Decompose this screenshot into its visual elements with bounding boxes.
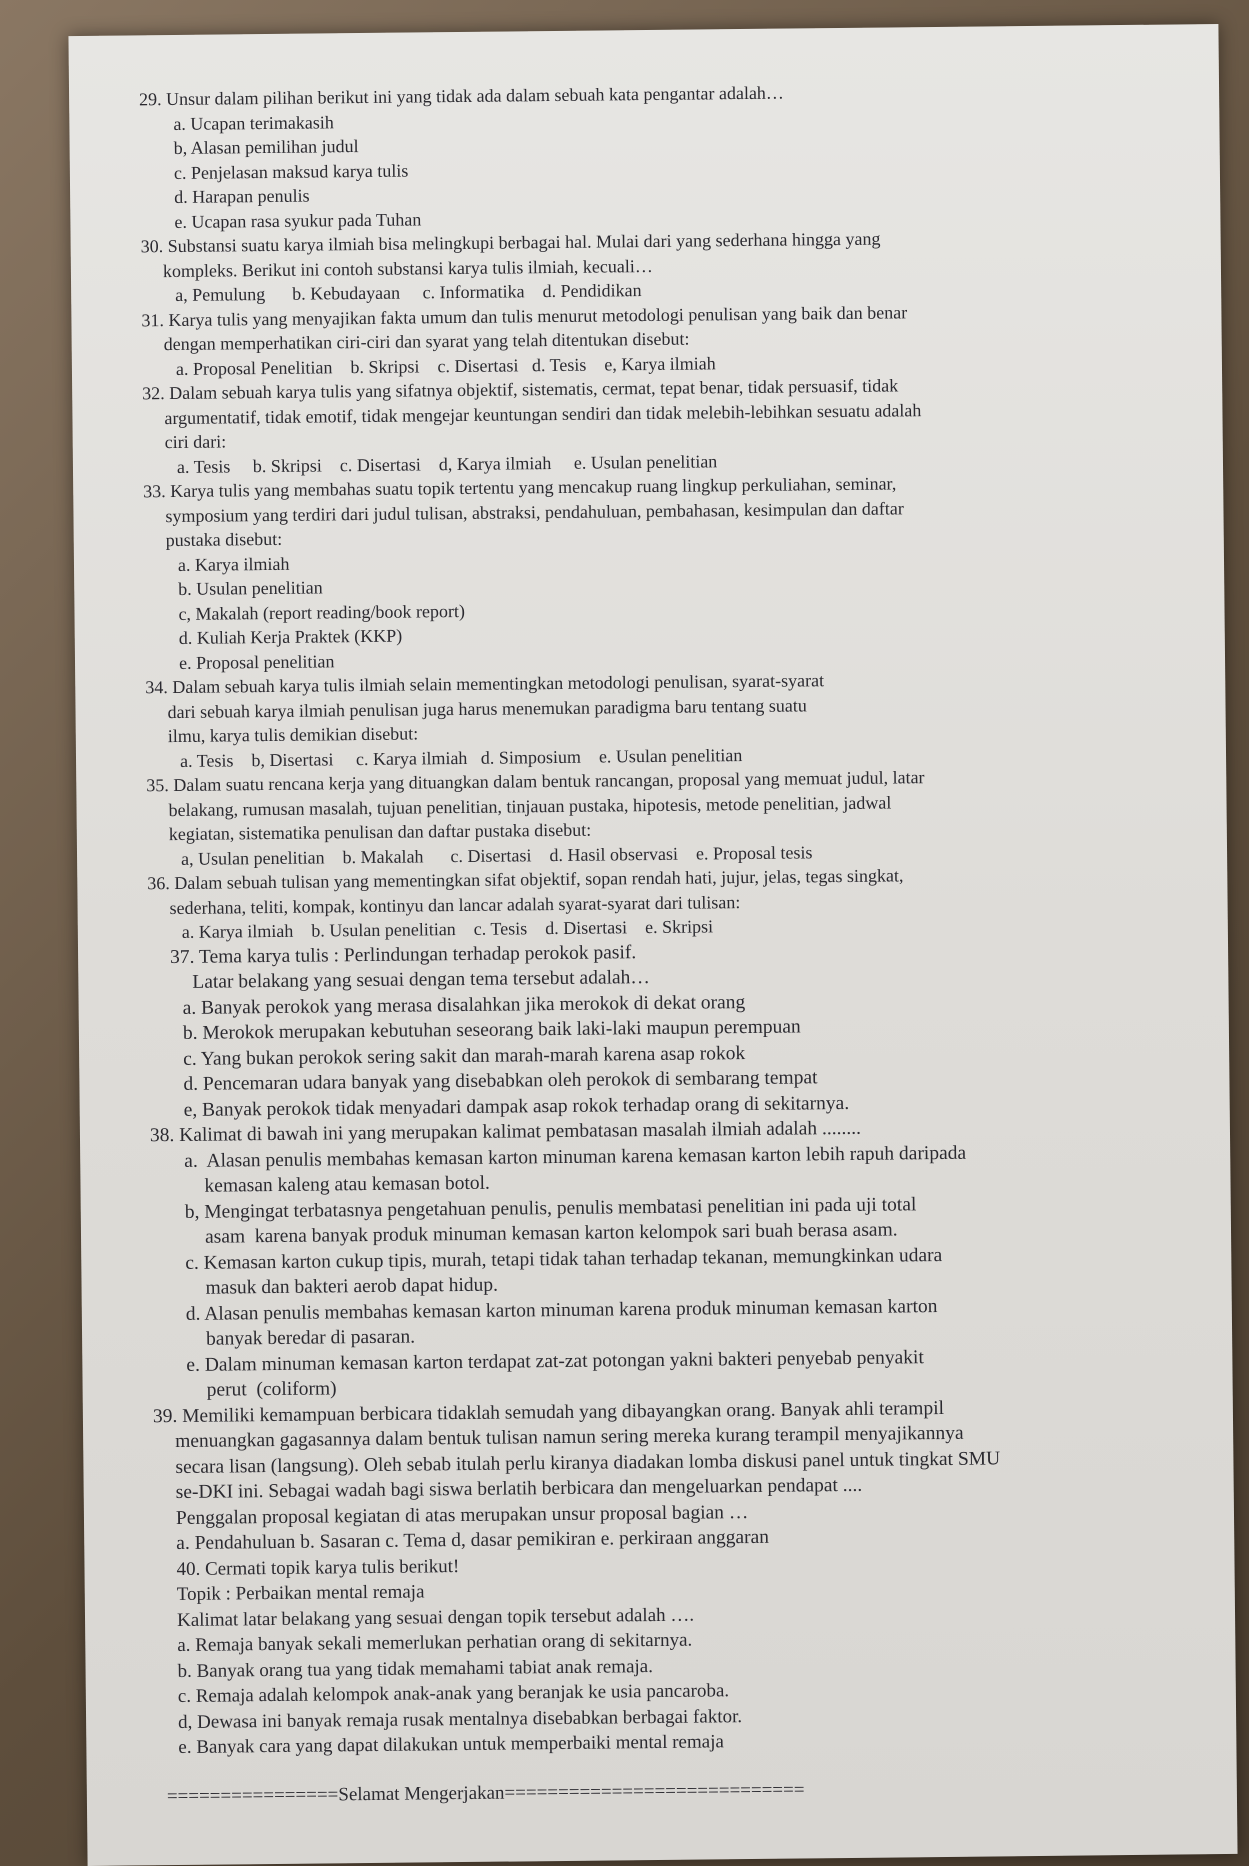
- question-line: secara lisan (langsung). Oleh sebab itulah perlu kiranya diadakan lomba diskusi panel untuk tingkat SMU: [175, 1447, 1001, 1478]
- option-b-continued: asam karena banyak produk minuman kemasan karton kelompok sari buah berasa asam.: [204, 1219, 898, 1248]
- option-c: c. Yang bukan perokok sering sakit dan marah-marah karena asap rokok: [183, 1042, 746, 1070]
- option-c: c. Kemasan karton cukup tipis, murah, tetapi tidak tahan terhadap tekanan, memungkinkan udara: [185, 1244, 943, 1274]
- option-e: e. Ucapan rasa syukur pada Tuhan: [174, 208, 422, 232]
- question-38: [150, 1112, 1193, 1403]
- option-a: a. Ucapan terimakasih: [173, 111, 334, 134]
- question-title: 38. Kalimat di bawah ini yang merupakan kalimat pembatasan masalah ilmiah adalah ........: [149, 1117, 862, 1147]
- question-title: 37. Tema karya tulis : Perlindungan terhadap perokok pasif.: [169, 941, 637, 968]
- option-d: d. Pencemaran udara banyak yang disebabkan oleh perokok di sembarang tempat: [183, 1067, 818, 1095]
- question-line: se-DKI ini. Sebagai wadah bagi siswa berlatih berbicara dan mengeluarkan pendapat ....: [175, 1474, 863, 1504]
- exam-sheet: [68, 24, 1237, 1866]
- option-c-continued: masuk dan bakteri aerob dapat hidup.: [205, 1274, 499, 1299]
- question-title: 32. Dalam sebuah karya tulis yang sifatnya objektif, sistematis, cermat, tepat benar, tidak persuasif, tidak: [142, 375, 899, 404]
- question-line: menuangkan gagasannya dalam bentuk tulisan namun sering mereka kurang terampil menyajikannya: [175, 1422, 964, 1453]
- option-e: e. Proposal penelitian: [178, 650, 335, 673]
- options-inline: a. Karya ilmiah b. Usulan penelitian c. Tesis d. Disertasi e. Skripsi: [181, 916, 714, 942]
- question-title: 35. Dalam suatu rencana kerja yang dituangkan dalam bentuk rancangan, proposal yang memuat judul, latar: [146, 767, 925, 796]
- options-inline: a. Tesis b, Disertasi c. Karya ilmiah d. Simposium e. Usulan penelitian: [179, 744, 743, 771]
- question-32: [142, 370, 1183, 479]
- question-prompt: Latar belakang yang sesuai dengan tema tersebut adalah…: [192, 967, 650, 993]
- option-a: a. Remaja banyak sekali memerlukan perhatian orang di sekitarnya.: [177, 1629, 693, 1657]
- options-inline: a. Pendahuluan b. Sasaran c. Tema d, dasar pemikiran e. perkiraan anggaran: [176, 1526, 770, 1555]
- question-title: 31. Karya tulis yang menyajikan fakta umum dan tulis menurut metodologi penulisan yang baik dan benar: [141, 301, 908, 330]
- question-line: dengan memperhatikan ciri-ciri dan syarat yang telah ditentukan disebut:: [163, 328, 690, 355]
- question-title: 36. Dalam sebuah tulisan yang mementingkan sifat objektif, sopan rendah hati, jujur, jelas, tegas singkat,: [147, 865, 904, 894]
- question-line: symposium yang terdiri dari judul tulisan, abstraksi, pendahuluan, pembahasan, kesimpulan dan daftar: [165, 497, 904, 526]
- question-line: kegiatan, sistematika penulisan dan daftar pustaka disebut:: [168, 819, 592, 845]
- option-d: d. Alasan penulis membahas kemasan karton minuman karena produk minuman kemasan karton: [185, 1295, 938, 1325]
- question-37: [148, 934, 1190, 1123]
- option-d-continued: banyak beredar di pasaran.: [205, 1326, 416, 1350]
- question-33: [143, 468, 1185, 675]
- question-34: [145, 664, 1186, 773]
- question-title: 33. Karya tulis yang membahas suatu topik tertentu yang mencakup ruang lingkup perkuliahan, seminar,: [143, 473, 897, 502]
- question-39: [153, 1393, 1195, 1557]
- option-d: d. Kuliah Kerja Praktek (KKP): [178, 625, 403, 648]
- question-29: [139, 76, 1180, 234]
- question-line: 39. Memiliki kemampuan berbicara tidaklah semudah yang dibayangkan orang. Banyak ahli terampil: [152, 1397, 945, 1427]
- option-e-continued: perut (coliform): [206, 1378, 337, 1401]
- question-line: ilmu, karya tulis demikian disebut:: [167, 723, 419, 747]
- topic-line: Topik : Perbaikan mental remaja: [176, 1581, 425, 1606]
- question-line: pustaka disebut:: [165, 528, 283, 551]
- question-title: 30. Substansi suatu karya ilmiah bisa melingkupi berbagai hal. Mulai dari yang sederhana hingga yang: [140, 228, 881, 257]
- question-30: [141, 223, 1182, 307]
- closing-line: ================Selamat Mengerjakan============================: [166, 1778, 805, 1807]
- option-b: b. Merokok merupakan kebutuhan seseorang baik laki-laki maupun perempuan: [182, 1016, 801, 1044]
- question-36: [147, 860, 1188, 944]
- exam-content: [139, 76, 1197, 1828]
- option-b: b, Mengingat terbatasnya pengetahuan penulis, penulis membatasi penelitian ini pada uji total: [184, 1193, 917, 1223]
- question-line: ciri dari:: [164, 431, 227, 453]
- option-b: b. Banyak orang tua yang tidak memahami tabiat anak remaja.: [177, 1655, 654, 1682]
- option-e: e, Banyak perokok tidak menyadari dampak asap rokok terhadap orang di sekitarnya.: [183, 1092, 850, 1121]
- question-line: sederhana, teliti, kompak, kontinyu dan lancar adalah syarat-syarat dari tulisan:: [169, 891, 741, 918]
- option-e: e. Dalam minuman kemasan karton terdapat zat-zat potongan yakni bakteri penyebab penyakit: [186, 1346, 924, 1376]
- options-inline: a, Usulan penelitian b. Makalah c. Disertasi d. Hasil observasi e. Proposal tesis: [180, 841, 813, 869]
- option-c: c. Penjelasan maksud karya tulis: [173, 160, 409, 183]
- options-inline: a, Pemulung b. Kebudayaan c. Informatika d. Pendidikan: [175, 280, 642, 305]
- option-e: e. Banyak cara yang dapat dilakukan untuk memperbaiki mental remaja: [178, 1731, 724, 1759]
- question-title: 34. Dalam sebuah karya tulis ilmiah selain mementingkan metodologi penulisan, syarat-syarat: [145, 670, 825, 698]
- question-title: 40. Cermati topik karya tulis berikut!: [176, 1555, 460, 1580]
- option-b: b. Usulan penelitian: [178, 577, 323, 599]
- question-title: 29. Unsur dalam pilihan berikut ini yang tidak ada dalam sebuah kata pengantar adalah…: [139, 82, 784, 110]
- question-40: [154, 1546, 1196, 1761]
- question-line: Penggalan proposal kegiatan di atas merupakan unsur proposal bagian …: [175, 1501, 749, 1529]
- option-a-continued: kemasan kaleng atau kemasan botol.: [204, 1172, 490, 1197]
- question-line: belakang, rumusan masalah, tujuan penelitian, tinjauan pustaka, hipotesis, metode penelitian, jadwal: [168, 791, 892, 820]
- question-31: [141, 297, 1182, 381]
- option-a: a. Banyak perokok yang merasa disalahkan jika merokok di dekat orang: [182, 991, 746, 1019]
- options-inline: a. Tesis b. Skripsi c. Disertasi d, Karya ilmiah e. Usulan penelitian: [176, 450, 718, 477]
- question-35: [146, 762, 1187, 871]
- option-b: b, Alasan pemilihan judul: [173, 136, 359, 158]
- question-list: [139, 76, 1188, 944]
- option-a: a. Karya ilmiah: [177, 553, 290, 575]
- question-line: kompleks. Berikut ini contoh substansi karya tulis ilmiah, kecuali…: [162, 255, 653, 281]
- option-d: d, Dewasa ini banyak remaja rusak mentalnya disebabkan berbagai faktor.: [178, 1705, 743, 1733]
- question-line: argumentatif, tidak emotif, tidak mengejar keuntungan sendiri dan tidak melebih-lebihkan sesuatu adalah: [164, 399, 922, 428]
- option-a: a. Alasan penulis membahas kemasan karton minuman karena kemasan karton lebih rapuh daripada: [184, 1142, 967, 1172]
- options-inline: a. Proposal Penelitian b. Skripsi c. Disertasi d. Tesis e, Karya ilmiah: [175, 352, 716, 379]
- option-c: c. Remaja adalah kelompok anak-anak yang beranjak ke usia pancaroba.: [177, 1680, 730, 1708]
- option-d: d. Harapan penulis: [174, 185, 310, 207]
- option-c: c, Makalah (report reading/book report): [178, 600, 465, 624]
- question-line: dari sebuah karya ilmiah penulisan juga harus menemukan paradigma baru tentang suatu: [167, 694, 807, 722]
- question-prompt: Kalimat latar belakang yang sesuai dengan topik tersebut adalah ….: [176, 1604, 695, 1631]
